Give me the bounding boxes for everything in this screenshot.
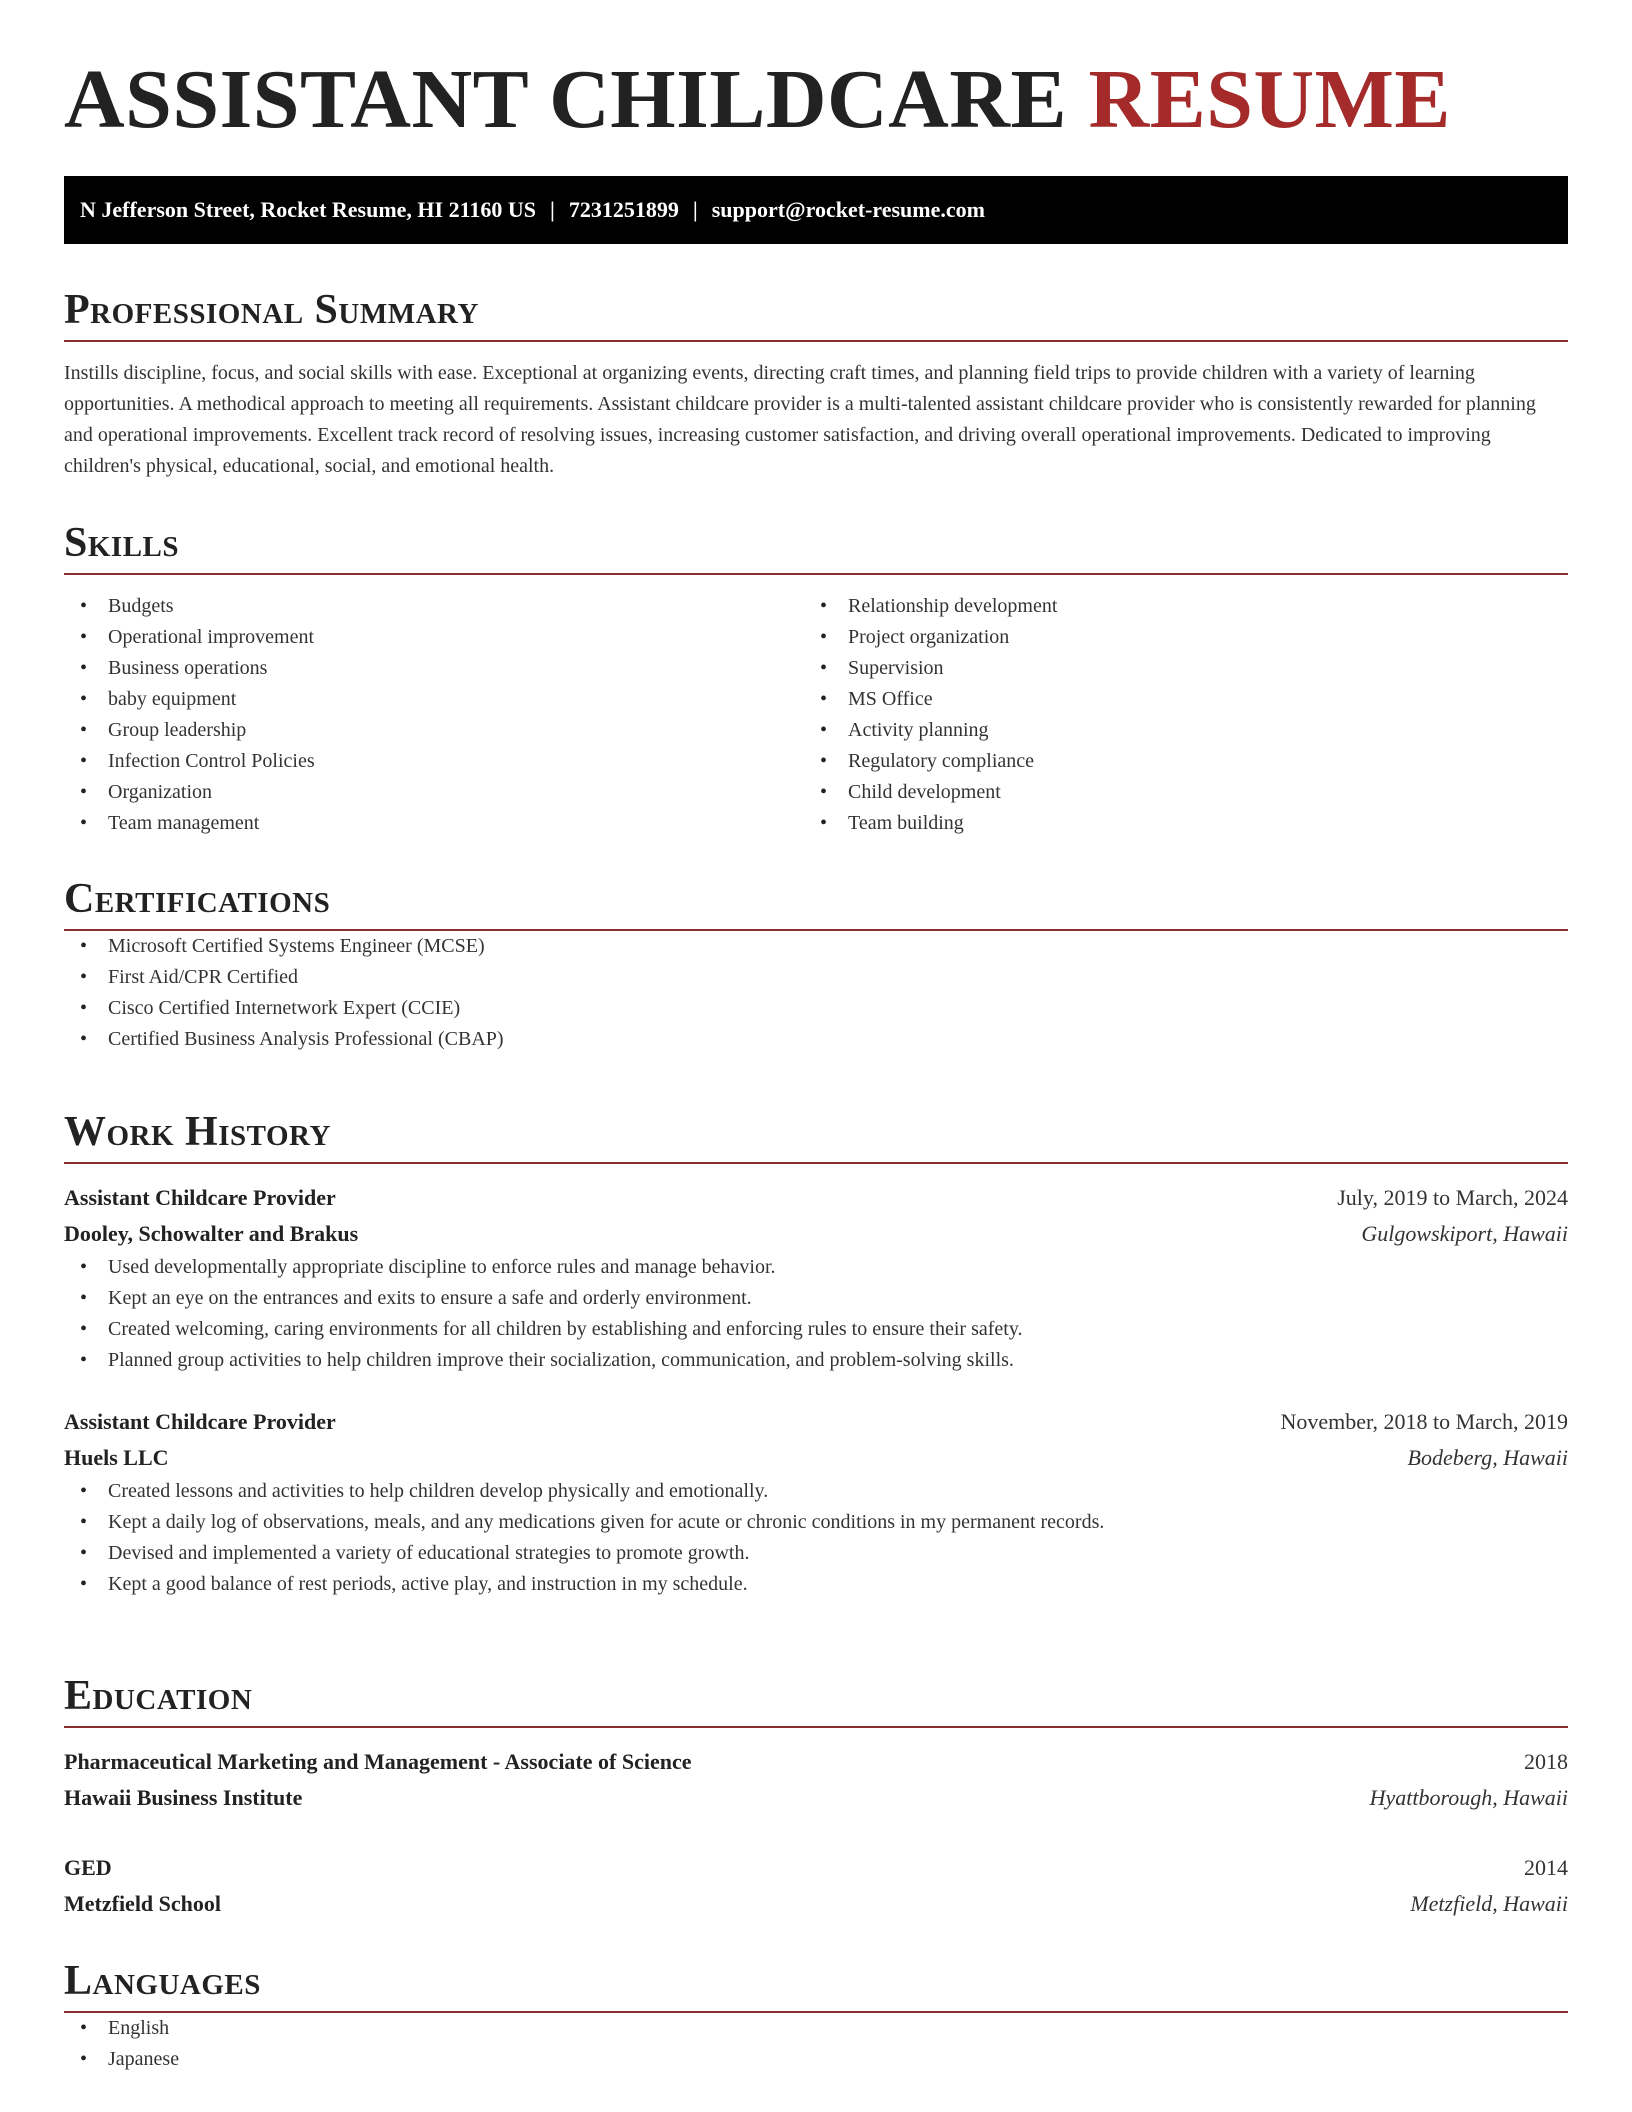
job-company-row <box>64 1216 1568 1252</box>
contact-separator: | <box>550 197 555 222</box>
skill-item: • Activity planning <box>804 715 1544 746</box>
certification-item: • Cisco Certified Internetwork Expert (CCIE) <box>64 993 1568 1024</box>
skill-item: • MS Office <box>804 684 1544 715</box>
job-bullet: • Kept a daily log of observations, meals, and any medications given for acute or chronic conditions in my permanent records. <box>64 1507 1568 1538</box>
summary-heading: Professional Summary <box>64 280 1568 342</box>
skills-section <box>64 513 1568 839</box>
certification-item: • First Aid/CPR Certified <box>64 962 1568 993</box>
contact-address: N Jefferson Street, Rocket Resume, HI 21160 US <box>80 197 537 222</box>
education-location: Hyattborough, Hawaii <box>1369 1785 1568 1810</box>
education-entry <box>64 1744 1568 1816</box>
education-entry <box>64 1850 1568 1922</box>
contact-bar <box>64 176 1568 244</box>
job-header-row <box>64 1404 1568 1440</box>
job-bullet: • Kept an eye on the entrances and exits to ensure a safe and orderly environment. <box>64 1283 1568 1314</box>
skill-item: • Child development <box>804 777 1544 808</box>
title-accent: RESUME <box>1088 53 1451 146</box>
skill-item: • Infection Control Policies <box>64 746 804 777</box>
skill-item: • Team building <box>804 808 1544 839</box>
job-bullet: • Created lessons and activities to help children develop physically and emotionally. <box>64 1476 1568 1507</box>
skill-item: • Project organization <box>804 622 1544 653</box>
skill-item: • Budgets <box>64 591 804 622</box>
job-bullet: • Created welcoming, caring environments for all children by establishing and enforcing rules to ensure their safety. <box>64 1314 1568 1345</box>
job-title: Assistant Childcare Provider <box>64 1185 336 1210</box>
education-year: 2018 <box>1524 1749 1568 1774</box>
skill-item: • baby equipment <box>64 684 804 715</box>
contact-phone[interactable]: 7231251899 <box>568 197 679 222</box>
contact-email[interactable]: support@rocket-resume.com <box>711 197 985 222</box>
job-bullet: • Devised and implemented a variety of educational strategies to promote growth. <box>64 1538 1568 1569</box>
job-bullet: • Kept a good balance of rest periods, active play, and instruction in my schedule. <box>64 1569 1568 1600</box>
summary-text: Instills discipline, focus, and social skills with ease. Exceptional at organizing events, directing craft times, and planning field trips to provide children with a variety of learning opportunities. A methodical approach to meeting all requirements. Assistant childcare provider is a multi-talented assistant childcare provider who is consistently rewarded for planning and operational improvements. Excellent track record of resolving issues, increasing customer satisfaction, and driving overall operational improvements. Dedicated to improving children's physical, educational, social, and emotional health. <box>64 362 1536 477</box>
job-company-row <box>64 1440 1568 1476</box>
education-location: Metzfield, Hawaii <box>1410 1891 1568 1916</box>
resume-title <box>64 53 1451 146</box>
skill-item: • Regulatory compliance <box>804 746 1544 777</box>
language-item: • Japanese <box>64 2044 1568 2075</box>
skill-item: • Relationship development <box>804 591 1544 622</box>
skills-heading: Skills <box>64 513 1568 575</box>
job-bullets <box>64 1252 1568 1376</box>
job-entry <box>64 1180 1568 1376</box>
skill-item: • Group leadership <box>64 715 804 746</box>
education-degree: GED <box>64 1855 112 1880</box>
job-bullet: • Used developmentally appropriate discipline to enforce rules and manage behavior. <box>64 1252 1568 1283</box>
education-section <box>64 1666 1568 1922</box>
work-history-section <box>64 1102 1568 1600</box>
education-year: 2014 <box>1524 1855 1568 1880</box>
skill-item: • Supervision <box>804 653 1544 684</box>
job-company: Huels LLC <box>64 1445 169 1470</box>
job-dates: November, 2018 to March, 2019 <box>1280 1409 1568 1434</box>
skills-list-left <box>64 591 804 839</box>
job-title: Assistant Childcare Provider <box>64 1409 336 1434</box>
education-school: Hawaii Business Institute <box>64 1785 303 1810</box>
skills-list-right <box>804 591 1544 839</box>
languages-section <box>64 1951 1568 2075</box>
education-school-row <box>64 1886 1568 1922</box>
languages-list <box>64 2013 1568 2075</box>
education-degree: Pharmaceutical Marketing and Management - Associate of Science <box>64 1749 692 1774</box>
job-company: Dooley, Schowalter and Brakus <box>64 1221 359 1246</box>
education-degree-row <box>64 1850 1568 1886</box>
job-location: Gulgowskiport, Hawaii <box>1361 1221 1568 1246</box>
certifications-list <box>64 931 1568 1055</box>
job-bullet: • Planned group activities to help children improve their socialization, communication, and problem-solving skills. <box>64 1345 1568 1376</box>
education-heading: Education <box>64 1666 1568 1728</box>
skill-item: • Operational improvement <box>64 622 804 653</box>
skill-item: • Organization <box>64 777 804 808</box>
job-header-row <box>64 1180 1568 1216</box>
languages-heading: Languages <box>64 1951 1568 2013</box>
language-item: • English <box>64 2013 1568 2044</box>
job-dates: July, 2019 to March, 2024 <box>1337 1185 1568 1210</box>
certifications-section <box>64 869 1568 1055</box>
education-school: Metzfield School <box>64 1891 222 1916</box>
job-entry <box>64 1404 1568 1600</box>
certification-item: • Certified Business Analysis Professional (CBAP) <box>64 1024 1568 1055</box>
skill-item: • Business operations <box>64 653 804 684</box>
contact-separator: | <box>692 197 698 222</box>
certifications-heading: Certifications <box>64 869 1568 931</box>
work-history-heading: Work History <box>64 1102 1568 1164</box>
education-school-row <box>64 1780 1568 1816</box>
skills-columns <box>64 591 1568 839</box>
summary-section <box>64 280 1568 482</box>
skill-item: • Team management <box>64 808 804 839</box>
job-bullets <box>64 1476 1568 1600</box>
education-degree-row <box>64 1744 1568 1780</box>
job-location: Bodeberg, Hawaii <box>1407 1445 1568 1470</box>
certification-item: • Microsoft Certified Systems Engineer (MCSE) <box>64 931 1568 962</box>
title-main: ASSISTANT CHILDCARE <box>64 53 1068 146</box>
